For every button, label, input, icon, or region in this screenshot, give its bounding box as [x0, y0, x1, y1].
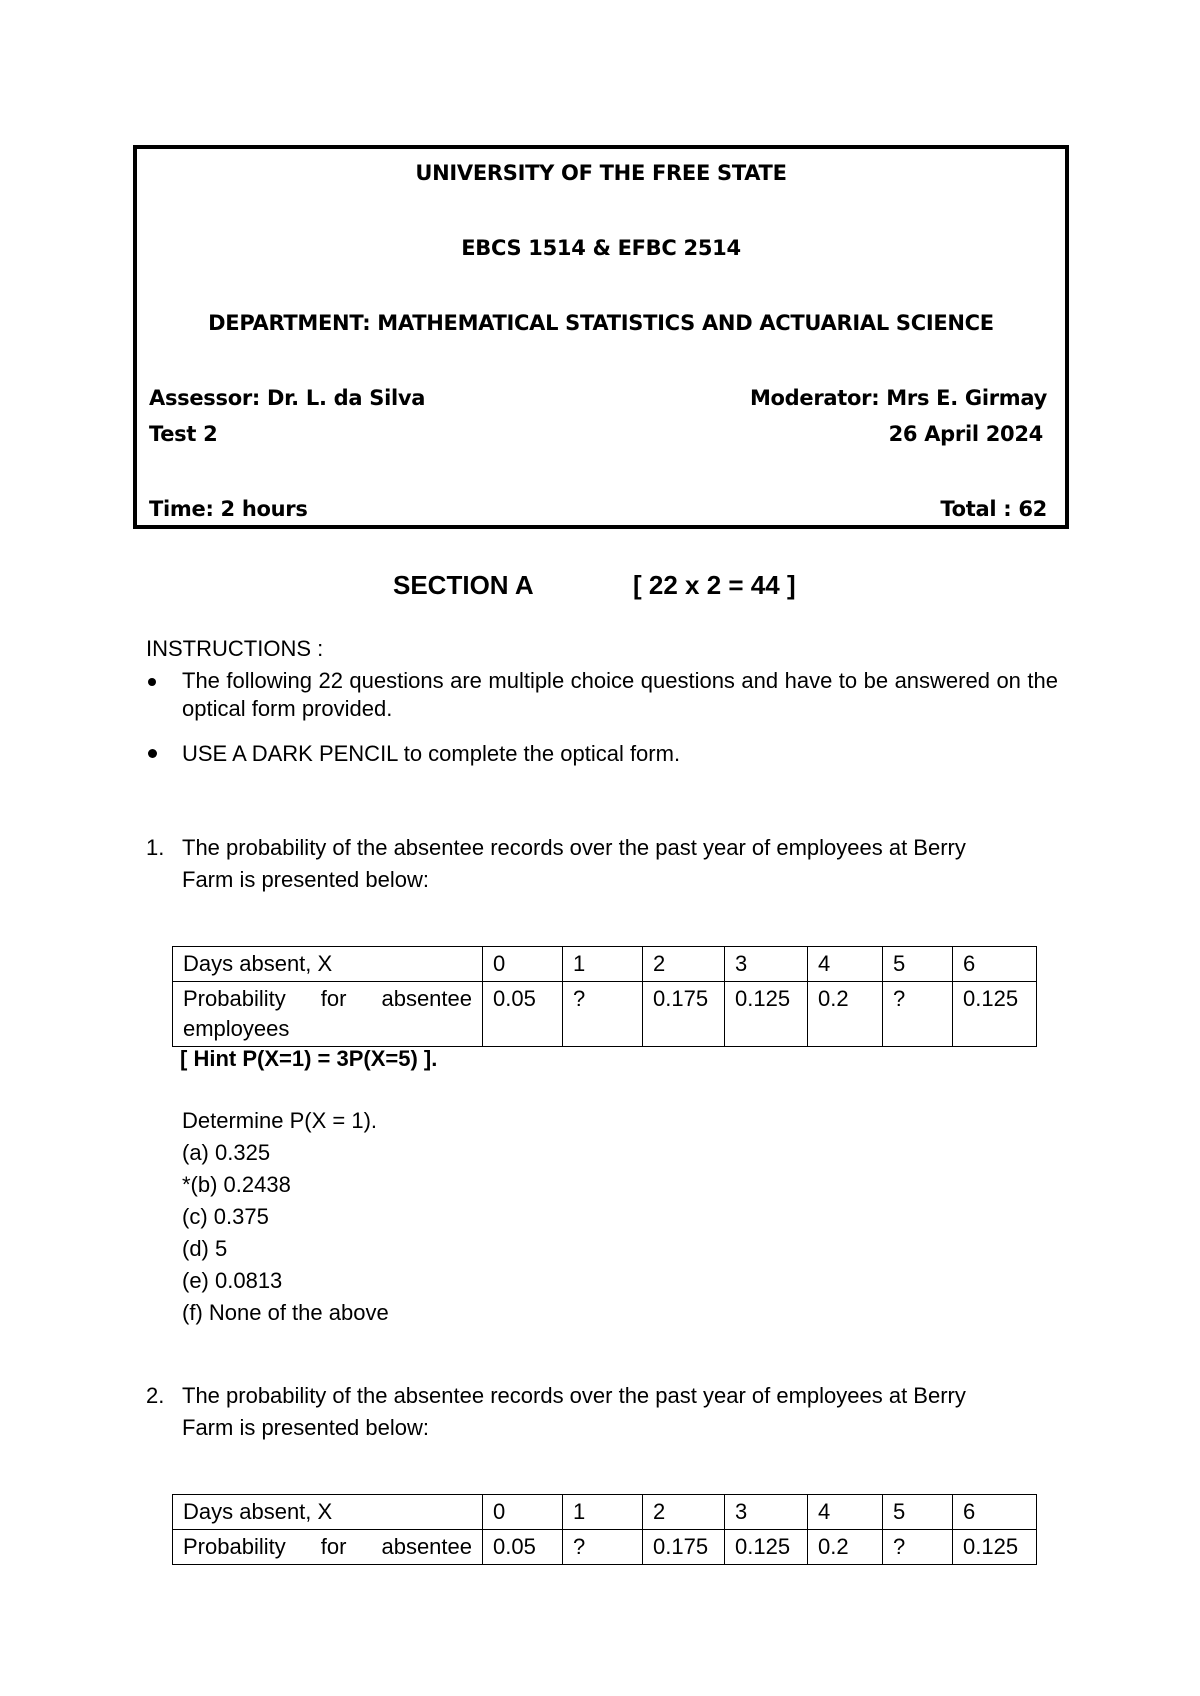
table-cell: 0.05: [483, 982, 563, 1047]
answer-option: (e) 0.0813: [182, 1268, 283, 1293]
table-row: [173, 1495, 1037, 1530]
question-number: 1.: [146, 835, 165, 860]
bullet-icon: [148, 678, 156, 686]
table-cell: 0: [483, 1495, 563, 1530]
question-text-line2: Farm is presented below:: [182, 1415, 429, 1440]
table-cell: ?: [883, 1530, 953, 1565]
section-title: SECTION A: [393, 570, 534, 600]
table-row: [173, 947, 1037, 982]
table-cell: ?: [883, 982, 953, 1047]
table-cell: 0.2: [808, 982, 883, 1047]
table-cell: 2: [643, 1495, 725, 1530]
answer-option: (a) 0.325: [182, 1140, 271, 1165]
table-cell: 0.2: [808, 1530, 883, 1565]
table-cell: 3: [725, 1495, 808, 1530]
table-cell: 4: [808, 1495, 883, 1530]
section-marks: [ 22 x 2 = 44 ]: [633, 570, 796, 600]
table-cell: [173, 1530, 483, 1565]
table-cell: 6: [953, 947, 1037, 982]
table-cell: 0: [483, 947, 563, 982]
row-label-line2: employees: [183, 1016, 290, 1041]
table-row: [173, 1530, 1037, 1565]
table-cell: [173, 982, 483, 1047]
question-number: 2.: [146, 1383, 165, 1408]
test-name: Test 2: [149, 422, 218, 446]
exam-header-box: [133, 145, 1069, 529]
course-code: EBCS 1514 & EFBC 2514: [461, 236, 741, 260]
table-cell: 1: [563, 1495, 643, 1530]
table-cell: 0.175: [643, 1530, 725, 1565]
table-cell: 6: [953, 1495, 1037, 1530]
table-cell: 0.125: [725, 1530, 808, 1565]
table-cell: Days absent, X: [173, 1495, 483, 1530]
table-row: [173, 982, 1037, 1047]
table-cell: 0.125: [725, 982, 808, 1047]
university-name: UNIVERSITY OF THE FREE STATE: [415, 161, 787, 185]
question-text-line2: Farm is presented below:: [182, 867, 429, 892]
table-cell: 2: [643, 947, 725, 982]
moderator: Moderator: Mrs E. Girmay: [749, 386, 1047, 410]
table-cell: 0.125: [953, 982, 1037, 1047]
table-cell: ?: [563, 1530, 643, 1565]
probability-table: [172, 1494, 1037, 1565]
total-marks: Total : 62: [940, 497, 1047, 521]
answer-option: *(b) 0.2438: [182, 1172, 291, 1197]
answer-option: (d) 5: [182, 1236, 228, 1261]
table-cell: 3: [725, 947, 808, 982]
hint-text: [ Hint P(X=1) = 3P(X=5) ].: [180, 1046, 438, 1071]
instruction-item-1: The following 22 questions are multiple choice questions and have to be answered on the optical form provided.: [182, 668, 1058, 721]
table-cell: 0.175: [643, 982, 725, 1047]
answer-option: (c) 0.375: [182, 1204, 269, 1229]
instructions-heading: INSTRUCTIONS :: [146, 636, 324, 661]
table-cell: 0.05: [483, 1530, 563, 1565]
test-date: 26 April 2024: [888, 422, 1043, 446]
time-allowed: Time: 2 hours: [149, 497, 308, 521]
table-cell: 4: [808, 947, 883, 982]
row-label-line1: Probability for absentee: [183, 1534, 472, 1559]
question-text-line1: The probability of the absentee records over the past year of employees at Berry: [182, 835, 966, 860]
table-cell: 0.125: [953, 1530, 1037, 1565]
table-cell: 5: [883, 1495, 953, 1530]
assessor: Assessor: Dr. L. da Silva: [149, 386, 426, 410]
probability-table: [172, 946, 1037, 1047]
table-cell: 5: [883, 947, 953, 982]
row-label-line1: Probability for absentee: [183, 986, 472, 1011]
question-text-line1: The probability of the absentee records over the past year of employees at Berry: [182, 1383, 966, 1408]
table-cell: ?: [563, 982, 643, 1047]
bullet-icon: [148, 749, 157, 758]
question-prompt: Determine P(X = 1).: [182, 1108, 378, 1133]
table-cell: 1: [563, 947, 643, 982]
table-cell: Days absent, X: [173, 947, 483, 982]
instruction-item-2: USE A DARK PENCIL to complete the optical form.: [182, 741, 681, 766]
department-name: DEPARTMENT: MATHEMATICAL STATISTICS AND ACTUARIAL SCIENCE: [208, 311, 994, 335]
answer-option: (f) None of the above: [182, 1300, 389, 1325]
